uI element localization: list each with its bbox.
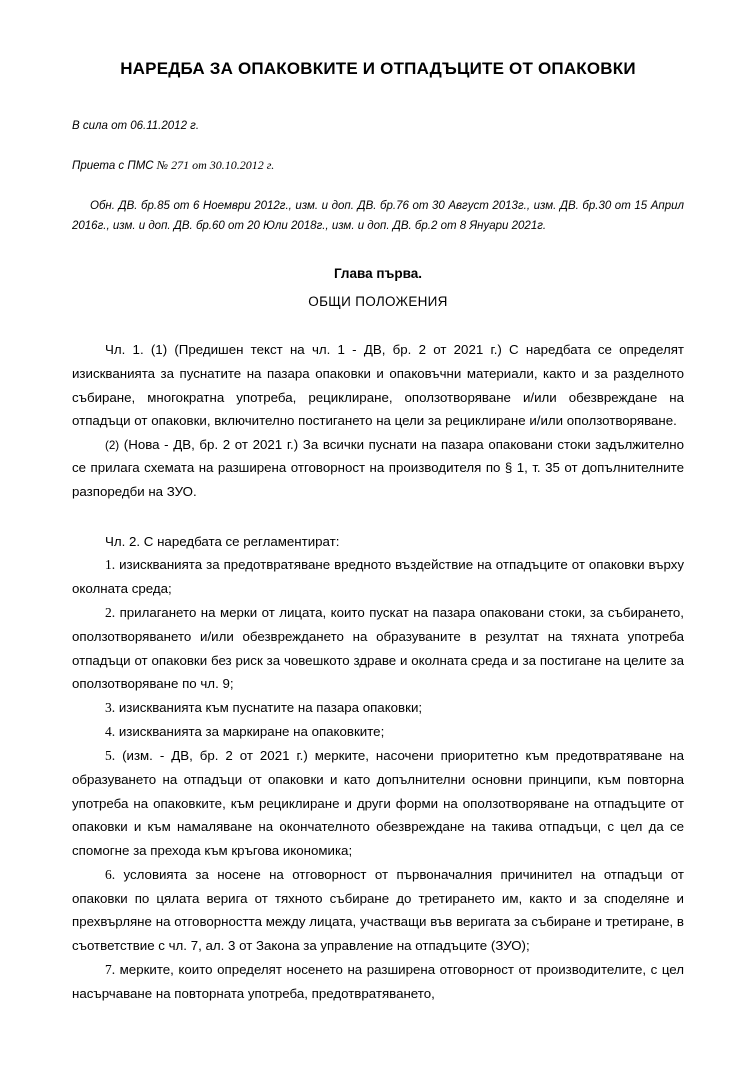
article-2-item-marker: 3. [105, 700, 116, 716]
article-2-item-text: мерките, които определят носенето на разширена отговорност от производителите, с цел насърчаване на повторната употреба, предотвратяването, [72, 961, 684, 1001]
article-1-paragraph-1-text: (Предишен текст на чл. 1 - ДВ, бр. 2 от 2021 г.) С наредбата се определят изискванията за пуснатите на пазара опаковки и опаковъчни материали, както и за разделното събиране, многократна употреба, рециклиране, оползотворяване и/или обезвреждане на отпадъци от опаковки, включително постигането на цели за рециклиране и/или оползотворяване. [72, 342, 685, 429]
article-2-item-marker: 5. [105, 748, 116, 764]
document-body [72, 0, 684, 1005]
document-metadata [72, 118, 684, 236]
article-2-item-marker: 4. [105, 724, 116, 740]
article-1-paragraph-2 [72, 433, 684, 504]
article-2-item [72, 601, 684, 696]
adoption-decree-number: № 271 от 30.10.2012 г. [156, 157, 275, 172]
in-force-date: В сила от 06.11.2012 г. [72, 120, 200, 133]
article-spacer [72, 504, 684, 530]
article-2-item [72, 720, 684, 744]
article-2-item [72, 958, 684, 1006]
article-2-item [72, 696, 684, 720]
chapter-heading [72, 263, 684, 312]
article-2-item [72, 553, 684, 601]
chapter-name: ОБЩИ ПОЛОЖЕНИЯ [308, 293, 448, 309]
page-title: НАРЕДБА ЗА ОПАКОВКИТЕ И ОТПАДЪЦИТЕ ОТ ОПАКОВКИ [120, 59, 636, 78]
article-1-paragraph-1-marker: Чл. 1. (1) [105, 342, 168, 358]
article-2-intro: Чл. 2. С наредбата се регламентират: [105, 533, 340, 549]
article-1-paragraph-1 [72, 338, 684, 433]
article-2-item-text: условията за носене на отговорност от първоначалния причинител на отпадъци от опаковки по цялата верига от тяхното събиране до третирането им, както и за споделяне и прехвърляне на отговорността между лицата, участващи във веригата за събиране и третиране, в съответствие с чл. 7, ал. 3 от Закона за управление на отпадъците (ЗУО); [72, 866, 684, 954]
article-2-item-marker: 2. [105, 605, 116, 621]
article-1-paragraph-2-marker: (2) [105, 438, 120, 452]
article-2-item-marker: 7. [105, 961, 116, 977]
adoption-prefix: Приета с ПМС [72, 159, 157, 172]
article-2-item-text: изискванията за маркиране на опаковките; [115, 724, 385, 740]
article-2-item [72, 744, 684, 863]
adoption-reference [72, 156, 684, 175]
article-2-item [72, 863, 684, 958]
chapter-number: Глава първа. [333, 266, 423, 281]
articles-container [72, 338, 684, 1005]
article-2-item-text: изискванията към пуснатите на пазара опаковки; [115, 700, 423, 716]
article-2-item-text: изискванията за предотвратяване вредното въздействие на отпадъците от опаковки върху околната среда; [72, 557, 684, 597]
article-2-item-text: (изм. - ДВ, бр. 2 от 2021 г.) мерките, насочени приоритетно към предотвратяване на образуването на отпадъци от опаковки и като допълнителни основни принципи, към повторна употреба на опаковките, към рециклиране и други форми на оползотворяване на отпадъците от опаковки и към намаляване на окончателното обезвреждане на такива отпадъци, с цел да се спомогне за прехода към кръгова икономика; [72, 748, 684, 859]
article-2-item-text: прилагането на мерки от лицата, които пускат на пазара опаковани стоки, за събирането, оползотворяването и/или обезвреждането на образуваните в резултат на тяхната употреба отпадъци от опаковки без риск за човешкото здраве и околната среда и за постигане на целите за оползотворяване по чл. 9; [72, 605, 684, 692]
article-2-item-marker: 1. [105, 557, 116, 573]
article-2-item-marker: 6. [105, 866, 116, 882]
article-1-paragraph-2-text: (Нова - ДВ, бр. 2 от 2021 г.) За всички пуснати на пазара опаковани стоки задължително се прилага схемата на разширена отговорност на производителя по § 1, т. 35 от допълнителните разпоредби на ЗУО. [72, 436, 684, 500]
publication-history: Обн. ДВ. бр.85 от 6 Ноември 2012г., изм. и доп. ДВ. бр.76 от 30 Август 2013г., изм. ДВ. бр.30 от 15 Април 2016г., изм. и доп. ДВ. бр.60 от 20 Юли 2018г., изм. и доп. ДВ. бр.2 от 8 Януари 2021г. [72, 199, 684, 232]
